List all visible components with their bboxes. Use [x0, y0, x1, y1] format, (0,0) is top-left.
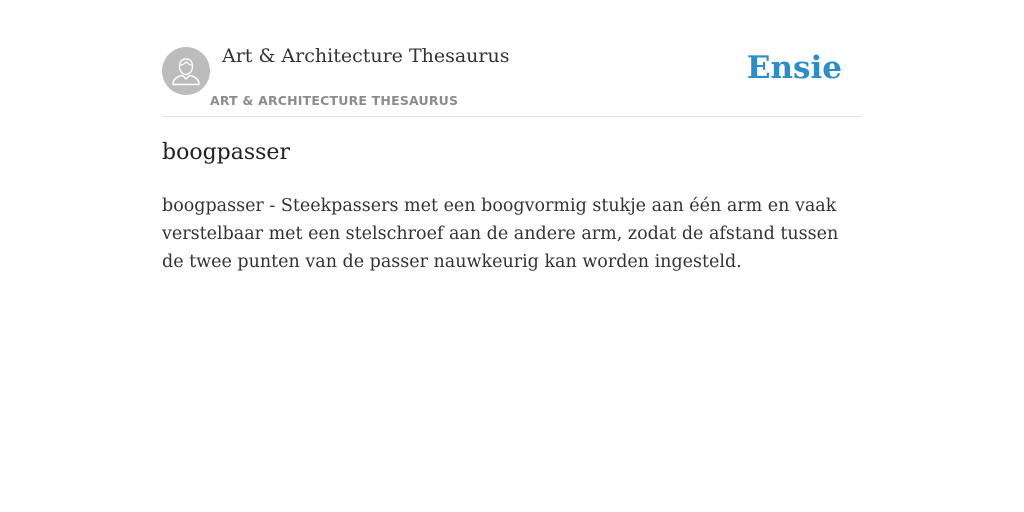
ensie-logo[interactable]: Ensie	[746, 50, 842, 86]
definition-text: boogpasser - Steekpassers met een boogvormig stukje aan één arm en vaak verstelbaar met een stelschroef aan de andere arm, zodat de afstand tussen de twee punten van de passer nauwkeurig kan worden ingesteld.	[162, 196, 839, 272]
author-name-link[interactable]: Art & Architecture Thesaurus	[222, 45, 510, 67]
page-title: boogpasser	[162, 140, 290, 165]
user-silhouette-icon	[162, 47, 210, 95]
avatar[interactable]	[162, 47, 210, 95]
header	[162, 0, 862, 117]
author-subtitle: ART & ARCHITECTURE THESAURUS	[210, 93, 459, 108]
